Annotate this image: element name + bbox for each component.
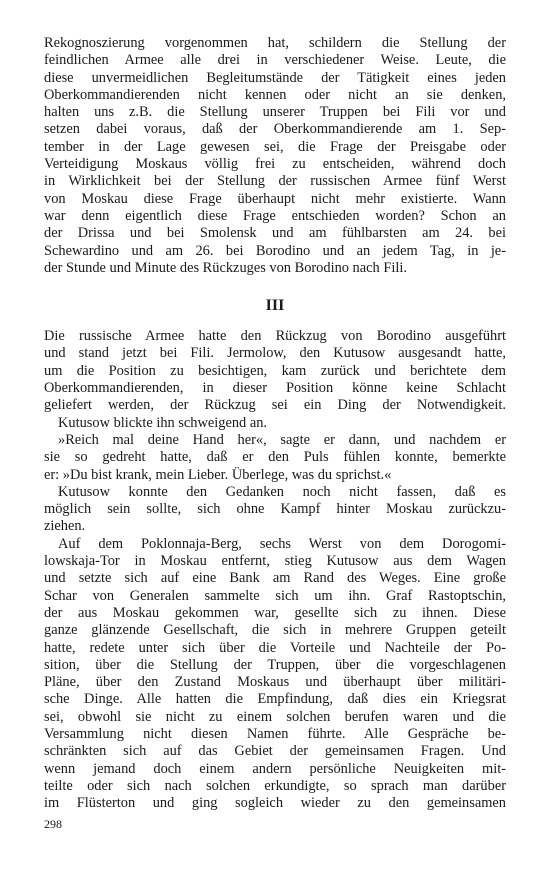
text-line: ganze glänzende Gesellschaft, die sich in mehrere Gruppen geteilt (44, 622, 506, 639)
book-page (44, 35, 506, 812)
text-line: geliefert werden, der Rückzug sei ein Ding der Notwendigkeit. (44, 397, 506, 414)
text-line: Pläne, über den Zustand Moskaus und überhaupt über militäri- (44, 674, 506, 691)
text-line: Oberkommandierenden, in dieser Position könne keine Schlacht (44, 380, 506, 397)
text-line: Schewardino und am 26. bei Borodino und an jedem Tag, in je- (44, 242, 506, 259)
page-number: 298 (44, 817, 62, 831)
text-line: Die russische Armee hatte den Rückzug von Borodino ausgeführt (44, 328, 506, 345)
text-line: Verteidigung Moskaus völlig frei zu entscheiden, während doch (44, 156, 506, 173)
text-line: Kutusow blickte ihn schweigend an. (58, 414, 268, 431)
text-line: hatte, redete unter sich über die Vorteile und Nachteile der Po- (44, 639, 506, 656)
text-line: sition, über die Stellung der Truppen, über die vorgeschlagenen (44, 656, 506, 673)
text-line: Versammlung nicht diesen Namen führte. Alle Gespräche be- (44, 725, 506, 742)
section-heading: III (265, 297, 285, 315)
text-line: möglich sein sollte, sich ohne Kampf hinter Moskau zurückzu- (44, 501, 506, 518)
text-line: feindlichen Armee alle drei in verschiedener Weise. Leute, die (44, 52, 506, 69)
text-line: sche Dinge. Alle hatten die Empfindung, daß dies ein Kriegsrat (44, 691, 506, 708)
text-line: halten uns z.B. die Stellung unserer Truppen bei Fili vor und (44, 104, 506, 121)
text-line: war denn eigentlich diese Frage entschieden worden? Schon an (44, 207, 506, 224)
text-line: sie so gedreht hatte, daß er den Puls fühlen konnte, bemerkte (44, 449, 506, 466)
text-line: schränkten sich auf das Gebiet der gemeinsamen Fragen. Und (44, 743, 506, 760)
text-line: in Wirklichkeit bei der Stellung der russischen Armee fünf Werst (44, 173, 506, 190)
paragraph (44, 484, 506, 536)
paragraph (44, 536, 506, 813)
text-line: der Drissa und bei Smolensk und am fühlbarsten am 24. bei (44, 225, 506, 242)
text-line: Rekognoszierung vorgenommen hat, schildern die Stellung der (44, 35, 506, 51)
text-line: um die Position zu besichtigen, kam zurück und berichtete dem (44, 362, 506, 379)
text-line: »Reich mal deine Hand her«, sagte er dann, und nachdem er (58, 431, 506, 448)
text-line: Kutusow konnte den Gedanken noch nicht fassen, daß es (58, 483, 506, 500)
text-line: lowskaja-Tor in Moskau entfernt, stieg Kutusow aus dem Wagen (44, 553, 506, 570)
text-line: setzen dabei voraus, daß der Oberkommandierende am 1. Sep- (44, 121, 506, 138)
text-line: diese unvermeidlichen Begleitumstände der Tätigkeit eines jeden (44, 69, 506, 86)
text-line: tember in der Lage gewesen sei, die Frage der Preisgabe oder (44, 138, 506, 155)
text-line: von Moskau diese Frage überhaupt nicht mehr existierte. Wann (44, 190, 506, 207)
text-line: im Flüsterton und ging sogleich wieder zu den gemeinsamen (44, 795, 506, 812)
paragraph-continued (44, 35, 506, 277)
paragraph (44, 328, 506, 432)
text-line: wenn jemand doch einem andern persönliche Neuigkeiten mit- (44, 760, 506, 777)
text-line: und setzte sich auf eine Bank am Rand des Weges. Eine große (44, 570, 506, 587)
text-line: sei, obwohl sie nicht zu einem solchen berufen waren und die (44, 708, 506, 725)
text-line: und stand jetzt bei Fili. Jermolow, den Kutusow ausgesandt hatte, (44, 345, 506, 362)
text-line: er: »Du bist krank, mein Lieber. Überlege, was du sprichst.« (44, 466, 392, 483)
text-line: Auf dem Poklonnaja-Berg, sechs Werst von dem Dorogomi- (58, 535, 506, 552)
text-line: Schar von Generalen sammelte sich um ihn. Graf Rastoptschin, (44, 587, 506, 604)
text-line: ziehen. (44, 518, 86, 535)
text-line: teilte oder sich nach solchen erkundigte, so sprach man darüber (44, 777, 506, 794)
text-line: der aus Moskau gekommen war, gesellte sich zu ihnen. Diese (44, 604, 506, 621)
text-line: der Stunde und Minute des Rückzuges von Borodino nach Fili. (44, 259, 407, 276)
text-line: Oberkommandierenden nicht kennen oder nicht an sie denken, (44, 86, 506, 103)
paragraph (44, 432, 506, 484)
